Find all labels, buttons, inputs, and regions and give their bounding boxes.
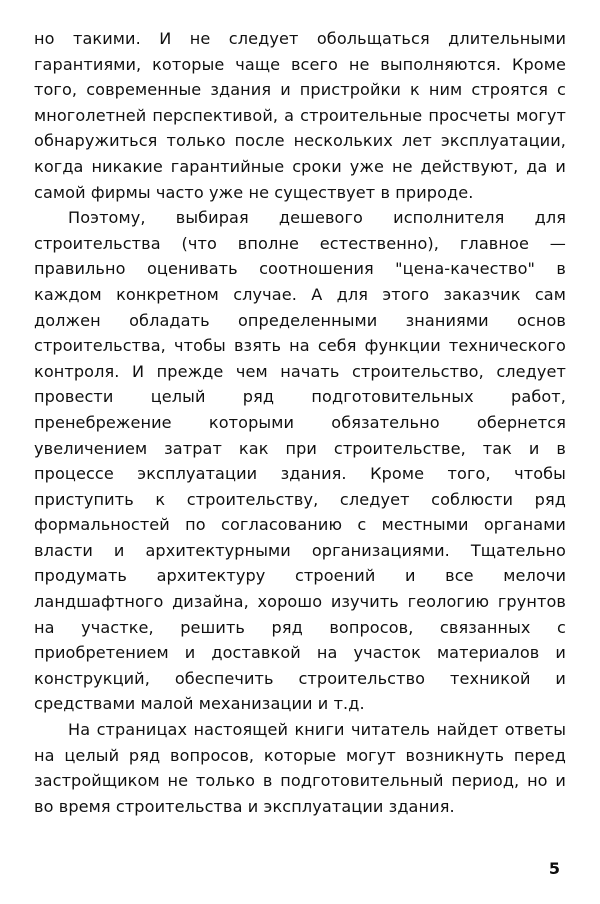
paragraph-1: но такими. И не следует обольщаться длительными гарантиями, которые чаще всего не выполняются. Кроме того, современные здания и пристройки к ним строятся с многолетней перспективой, а строительные просчеты могут обнаружиться только после нескольких лет эксплуатации, когда никакие гарантийные сроки уже не действуют, да и самой фирмы часто уже не существует в природе. xyxy=(34,29,566,202)
page-number: 5 xyxy=(548,859,560,878)
paragraph-3: На страницах настоящей книги читатель найдет ответы на целый ряд вопросов, которые могут возникнуть перед застройщиком не только в подготовительный период, но и во время строительства и эксплуатации здания. xyxy=(34,720,566,816)
page-body xyxy=(34,26,566,819)
paragraph-2: Поэтому, выбирая дешевого исполнителя для строительства (что вполне естественно), главное — правильно оценивать соотношения "цена-качество" в каждом конкретном случае. А для этого заказчик сам должен обладать определенными знаниями основ строительства, чтобы взять на себя функции технического контроля. И прежде чем начать строительство, следует провести целый ряд подготовительных работ, пренебрежение которыми обязательно обернется увеличением затрат как при строительстве, так и в процессе эксплуатации здания. Кроме того, чтобы приступить к строительству, следует соблюсти ряд формальностей по согласованию с местными органами власти и архитектурными организациями. Тщательно продумать архитектуру строений и все мелочи ландшафтного дизайна, хорошо изучить геологию грунтов на участке, решить ряд вопросов, связанных с приобретением и доставкой на участок материалов и конструкций, обеспечить строительство техникой и средствами малой механизации и т.д. xyxy=(34,208,566,714)
